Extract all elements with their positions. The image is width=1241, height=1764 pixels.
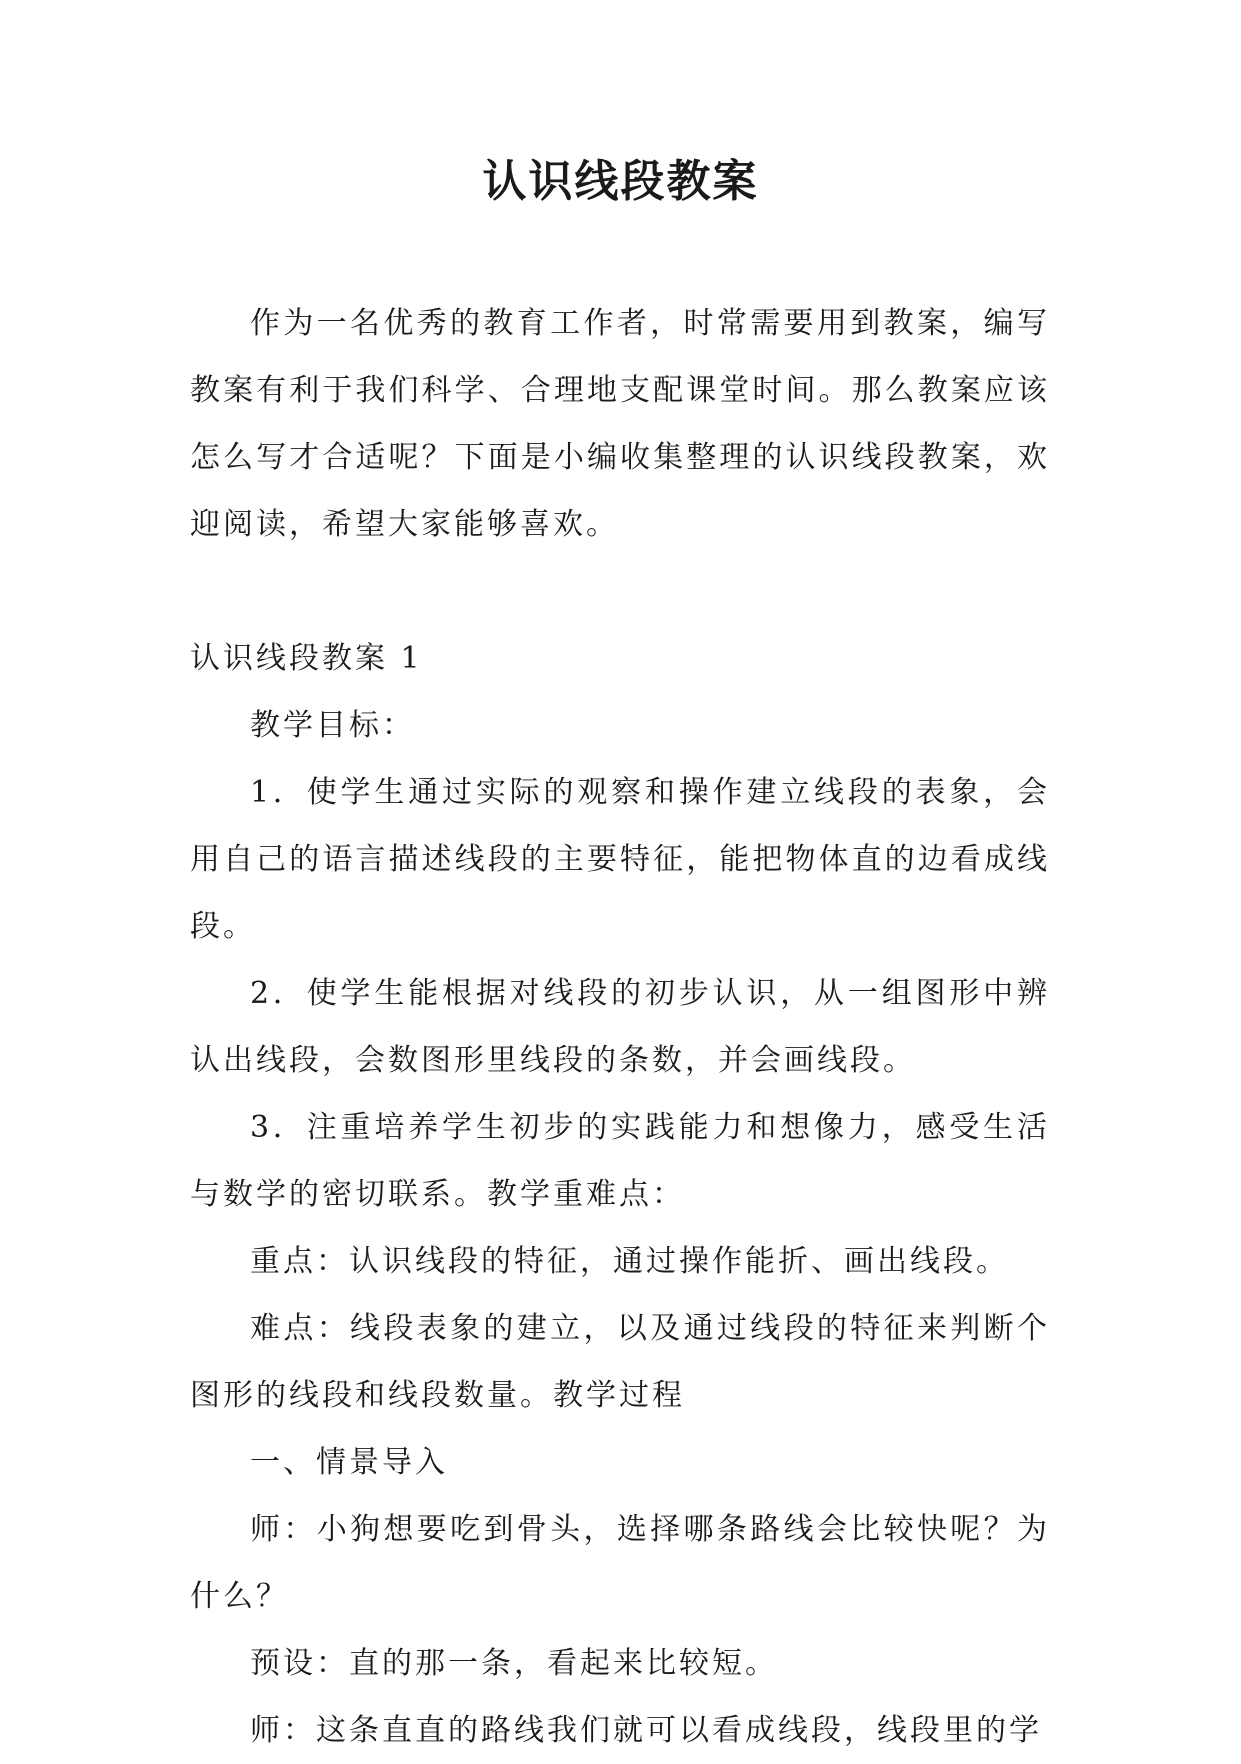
paragraph-gap (190, 558, 1050, 625)
section-heading: 认识线段教案 1 (190, 641, 423, 676)
paragraph-expected-answer: 预设：直的那一条，看起来比较短。 (250, 1646, 778, 1681)
paragraph-teaching-goals-label: 教学目标： (250, 708, 415, 743)
paragraph-key-point: 重点：认识线段的特征，通过操作能折、画出线段。 (250, 1244, 1009, 1279)
intro-paragraph: 作为一名优秀的教育工作者，时常需要用到教案，编写教案有利于我们科学、合理地支配课堂时间。那么教案应该怎么写才合适呢？下面是小编收集整理的认识线段教案，欢迎阅读，希望大家能够喜欢。 (190, 306, 1050, 542)
paragraph-goal-3: 3．注重培养学生初步的实践能力和想像力，感受生活与数学的密切联系。教学重难点： (190, 1110, 1050, 1212)
paragraph-goal-1: 1．使学生通过实际的观察和操作建立线段的表象，会用自己的语言描述线段的主要特征，能把物体直的边看成线段。 (190, 775, 1050, 944)
document-title: 认识线段教案 (482, 156, 759, 207)
paragraph-scene-intro: 一、情景导入 (250, 1445, 448, 1480)
paragraph-goal-2: 2．使学生能根据对线段的初步认识，从一组图形中辨认出线段，会数图形里线段的条数，并会画线段。 (190, 976, 1050, 1078)
document-body (190, 290, 1050, 1764)
paragraph-teacher-explanation: 师：这条直直的路线我们就可以看成线段，线段里的学 (250, 1713, 1042, 1748)
paragraph-teacher-question: 师：小狗想要吃到骨头，选择哪条路线会比较快呢？为什么？ (190, 1512, 1050, 1614)
paragraph-difficulty: 难点：线段表象的建立，以及通过线段的特征来判断个图形的线段和线段数量。教学过程 (190, 1311, 1050, 1413)
